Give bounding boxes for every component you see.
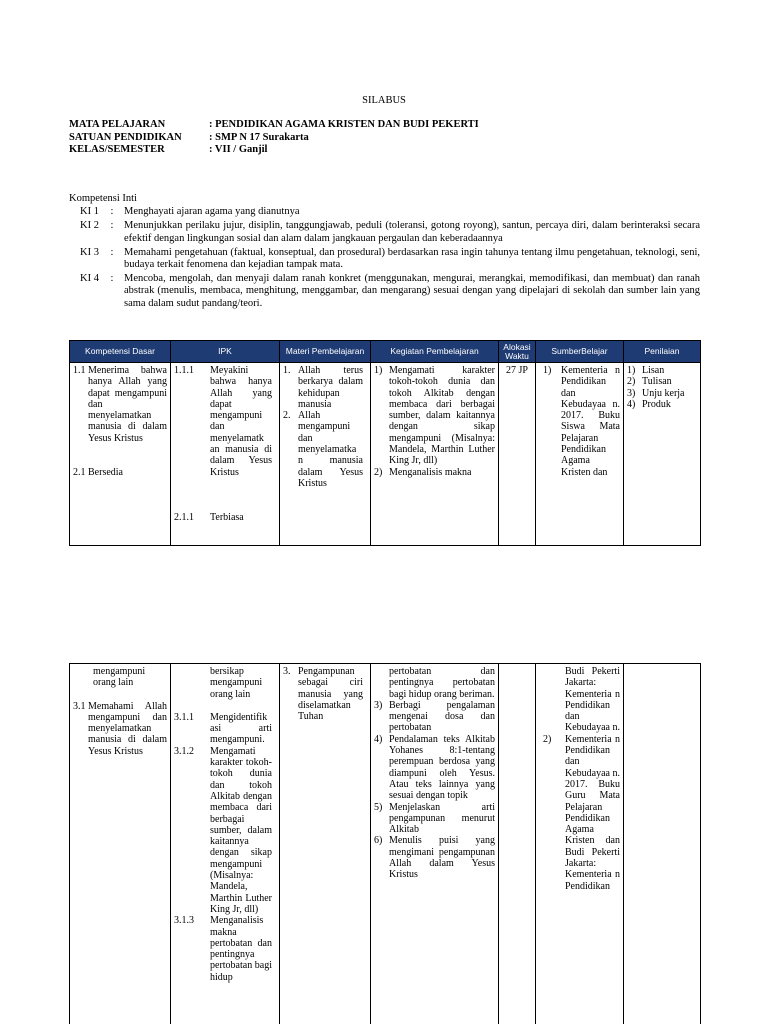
list-item: 2) Menganalisis makna xyxy=(374,466,472,478)
list-item: 3.1.3 Menganalisis makna pertobatan dan pentingnya pertobatan bagi hidup xyxy=(174,915,272,983)
ki-text: Mencoba, mengolah, dan menyaji dalam ranah konkret (menggunakan, mengurai, merangkai, memodifikasi, dan membuat) dan ranah abstrak (menulis, membaca, menghitung, menggambar, dan mengarang) sesuai dengan yang dipelajari di sekolah dan sumber lain yang sama dalam sudut pandang/teori. xyxy=(124,273,700,309)
list-item: 5) Menjelaskan arti pengampunan menurut Alkitab xyxy=(374,801,495,836)
header-value: : PENDIDIKAN AGAMA KRISTEN DAN BUDI PEKERTI xyxy=(209,119,479,130)
header-label: MATA PELAJARAN xyxy=(69,119,166,130)
table-header-row xyxy=(70,341,701,363)
col-header-kegiatan: Kegiatan Pembelajaran xyxy=(371,341,499,363)
ki-code: KI 3 xyxy=(80,246,99,258)
header-label: SATUAN PENDIDIKAN xyxy=(69,131,182,143)
list-item: 3.1 Memahami Allah mengampuni dan menyelamatkan manusia di dalam Yesus Kristus xyxy=(73,700,167,757)
header-row-school xyxy=(69,132,479,145)
kd-continuation: mengampuni orang lain xyxy=(93,666,146,689)
table-row xyxy=(70,664,701,1024)
kompetensi-inti-section xyxy=(69,193,700,312)
cell-kegiatan xyxy=(371,664,499,1024)
cell-materi xyxy=(280,363,371,546)
list-item: 1) Mengamati karakter tokoh-tokoh dunia dan tokoh Alkitab dengan membaca dari berbagai sumber, dalam kaitannya dengan sikap mengampuni (Misalnya: Mandela, Marthin Luther King Jr, dll) xyxy=(374,365,495,467)
list-item: 1.1.1 Meyakini bahwa hanya Allah yang dapat mengampuni dan menyelamatk an manusia di dalam Yesus Kristus xyxy=(174,365,272,478)
header-value: : SMP N 17 Surakarta xyxy=(209,131,309,143)
list-item: 2. Allah mengampuni dan menyelamatka n manusia dalam Yesus Kristus xyxy=(283,410,363,489)
cell-alokasi xyxy=(499,363,536,546)
ki-colon: : xyxy=(110,246,114,258)
list-item: 2.1.1 Terbiasa xyxy=(174,511,244,523)
ki-colon: : xyxy=(110,206,114,218)
ki-colon: : xyxy=(110,273,114,285)
list-item: 3) Berbagi pengalaman mengenai dosa dan pertobatan xyxy=(374,699,495,734)
ki-code: KI 1 xyxy=(80,206,99,218)
kegiatan-continuation: pertobatan dan pentingnya pertobatan bagi hidup orang beriman. xyxy=(389,666,495,700)
header-row-subject xyxy=(69,119,479,132)
list-item: 4) Produk xyxy=(627,398,671,410)
ki-item xyxy=(69,273,700,310)
cell-sumber xyxy=(536,664,624,1024)
col-header-alokasi: Alokasi Waktu xyxy=(499,341,536,363)
syllabus-table-part-2 xyxy=(69,663,701,1024)
cell-materi xyxy=(280,664,371,1024)
ki-code: KI 2 xyxy=(80,220,99,232)
list-item: 1. Allah terus berkarya dalam kehidupan manusia xyxy=(283,365,363,410)
cell-ipk xyxy=(171,363,280,546)
list-item: 3) Unju kerja xyxy=(627,387,685,399)
list-item: 1) Lisan xyxy=(627,365,665,376)
cell-kegiatan xyxy=(371,363,499,546)
alokasi-value: 27 JP xyxy=(506,365,528,376)
cell-alokasi xyxy=(499,664,536,1024)
list-item: 3.1.1 Mengidentifik asi arti mengampuni. xyxy=(174,711,272,746)
col-header-ipk: IPK xyxy=(171,341,280,363)
table-row xyxy=(70,363,701,546)
syllabus-table-part-1 xyxy=(69,340,701,546)
ki-code: KI 4 xyxy=(80,273,99,285)
header-label: KELAS/SEMESTER xyxy=(69,144,165,155)
ki-item xyxy=(69,247,700,271)
ki-colon: : xyxy=(110,220,114,232)
header-info xyxy=(69,119,479,157)
col-header-kd: Kompetensi Dasar xyxy=(70,341,171,363)
list-item: 2) Tulisan xyxy=(627,376,672,388)
cell-penilaian xyxy=(624,363,701,546)
header-value: : VII / Ganjil xyxy=(209,144,268,155)
list-item: 6) Menulis puisi yang mengimani pengampunan Allah dalam Yesus Kristus xyxy=(374,835,495,881)
ipk-continuation: bersikap mengampuni orang lain xyxy=(210,666,263,700)
list-item: 2) Kementeria n Pendidikan dan Kebudayaa n. 2017. Buku Guru Mata Pelajaran Pendidikan Agama Kristen dan Budi Pekerti Jakarta: Kementeria n Pendidikan xyxy=(543,733,620,892)
sumber-continuation: Budi Pekerti Jakarta: Kementeria n Pendidikan dan Kebudayaa n. xyxy=(565,666,620,734)
list-item: 1) Kementeria n Pendidikan dan Kebudayaa n. 2017. Buku Siswa Mata Pelajaran Pendidikan Agama Kristen dan xyxy=(543,365,620,478)
col-header-sumber: SumberBelajar xyxy=(536,341,624,363)
ki-text: Menunjukkan perilaku jujur, disiplin, tanggungjawab, peduli (toleransi, gotong royong), santun, percaya diri, dalam berinteraksi secara efektif dengan lingkungan sosial dan alam dalam jangkauan pergaulan dan keberadaannya xyxy=(124,220,700,244)
ki-item xyxy=(69,220,700,244)
page-title: SILABUS xyxy=(362,95,406,106)
cell-kd xyxy=(70,363,171,546)
ki-text: Menghayati ajaran agama yang dianutnya xyxy=(124,206,300,218)
list-item: 2.1 Bersedia xyxy=(73,467,123,479)
list-item: 1.1 Menerima bahwa hanya Allah yang dapat mengampuni dan menyelamatkan manusia di dalam Yesus Kristus xyxy=(73,365,167,444)
list-item: 3. Pengampunan sebagai ciri manusia yang diselamatkan Tuhan xyxy=(283,666,363,723)
cell-kd xyxy=(70,664,171,1024)
col-header-materi: Materi Pembelajaran xyxy=(280,341,371,363)
header-row-class xyxy=(69,144,479,157)
ki-item xyxy=(69,206,700,218)
list-item: 4) Pendalaman teks Alkitab Yohanes 8:1-tentang perempuan berdosa yang diampuni oleh Yesus. Atau teks lainnya yang sesuai dengan topik xyxy=(374,733,495,802)
col-header-penilaian: Penilaian xyxy=(624,341,701,363)
cell-ipk xyxy=(171,664,280,1024)
cell-penilaian xyxy=(624,664,701,1024)
ki-text: Memahami pengetahuan (faktual, konseptual, dan prosedural) berdasarkan rasa ingin tahunya tentang ilmu pengetahuan, teknologi, seni, budaya terkait fenomena dan kejadian tampak mata. xyxy=(124,246,700,271)
ki-title: Kompetensi Inti xyxy=(69,193,137,204)
list-item: 3.1.2 Mengamati karakter tokoh-tokoh dunia dan tokoh Alkitab dengan membaca dari berbagai sumber, dalam kaitannya dengan sikap mengampuni (Misalnya: Mandela, Marthin Luther King Jr, dll) xyxy=(174,745,272,915)
cell-sumber xyxy=(536,363,624,546)
